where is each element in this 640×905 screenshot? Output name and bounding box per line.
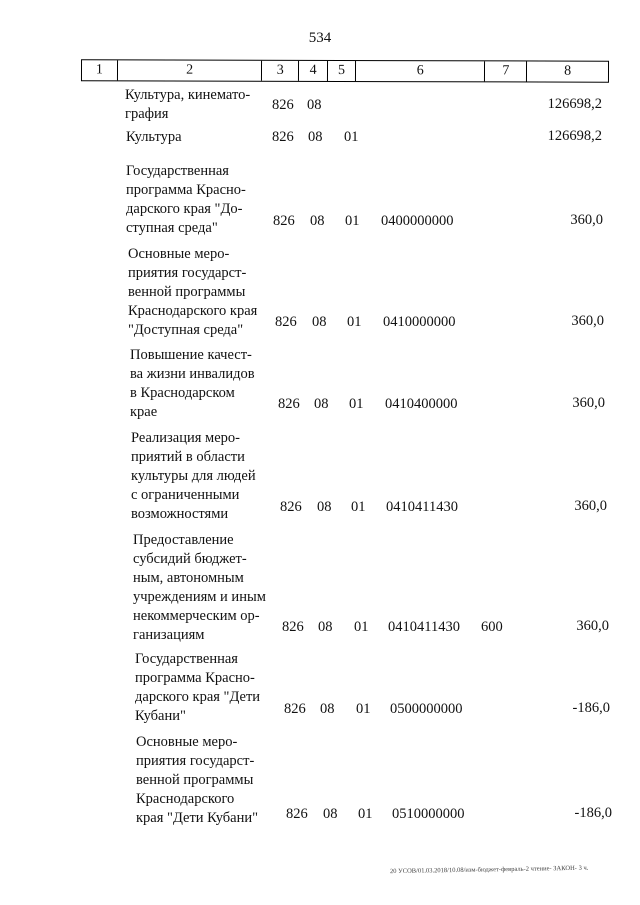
row-pr: 01: [358, 806, 373, 822]
row-sum: 360,0: [576, 618, 609, 634]
header-col-2: 2: [118, 60, 263, 80]
row-rz: 08: [314, 396, 329, 412]
row-rz: 08: [323, 806, 338, 822]
table-row: [0, 128, 640, 150]
table-row: [0, 162, 640, 242]
header-col-6: 6: [356, 61, 486, 81]
table-row: [0, 86, 640, 126]
row-rz: 08: [318, 619, 333, 635]
row-ved: 826: [272, 97, 294, 113]
row-pr: 01: [349, 396, 364, 412]
row-pr: 01: [347, 314, 362, 330]
row-rz: 08: [312, 314, 327, 330]
row-csr: 0410411430: [388, 619, 460, 635]
footer-filepath: 20 УСОВ/01.03.2018/10.08/изм-бюджет-февраль-2 чтение- ЗАКОН- 3 ч.: [389, 864, 589, 876]
row-description: Культура, кинемато- графия: [125, 87, 251, 122]
row-ved: 826: [286, 806, 308, 822]
table-row: [0, 245, 640, 341]
row-description: Основные меро- приятия государст- венной программы Краснодарского края "Дети Кубани": [136, 734, 259, 826]
row-rz: 08: [308, 129, 323, 145]
header-col-7: 7: [485, 61, 527, 81]
row-csr: 0510000000: [392, 806, 465, 822]
row-sum: -186,0: [574, 805, 612, 821]
row-sum: 360,0: [571, 313, 604, 329]
row-description: Повышение качест- ва жизни инвалидов в Краснодарском крае: [130, 347, 255, 420]
row-description: Культура: [126, 129, 182, 145]
table-row: [0, 733, 640, 829]
header-col-3: 3: [262, 61, 299, 81]
row-description: Предоставление субсидий бюджет- ным, автономным учреждениям и иным некоммерческим ор- ганизациям: [133, 532, 266, 643]
row-ved: 826: [284, 701, 306, 717]
row-sum: 360,0: [574, 498, 607, 514]
row-sum: 360,0: [570, 212, 603, 228]
row-pr: 01: [351, 499, 366, 515]
row-pr: 01: [344, 129, 359, 145]
row-sum: -186,0: [572, 700, 610, 716]
table-row: [0, 531, 640, 641]
table-header: [81, 59, 609, 82]
row-ved: 826: [282, 619, 304, 635]
row-sum: 360,0: [572, 395, 605, 411]
row-rz: 08: [310, 213, 325, 229]
table-row: [0, 650, 640, 726]
row-ved: 826: [273, 213, 295, 229]
row-description: Государственная программа Красно- дарского края "До- ступная среда": [126, 163, 246, 236]
header-col-4: 4: [299, 61, 328, 81]
row-vr: 600: [481, 619, 503, 635]
page-number: 534: [308, 30, 332, 46]
row-csr: 0410411430: [386, 499, 458, 515]
row-description: Реализация меро- приятий в области культуры для людей с ограниченными возможностями: [131, 430, 256, 522]
row-csr: 0500000000: [390, 701, 463, 717]
row-ved: 826: [275, 314, 297, 330]
row-csr: 0410400000: [385, 396, 458, 412]
row-csr: 0410000000: [383, 314, 456, 330]
row-csr: 0400000000: [381, 213, 454, 229]
row-sum: 126698,2: [547, 128, 602, 144]
row-ved: 826: [272, 129, 294, 145]
header-col-1: 1: [82, 60, 118, 80]
row-rz: 08: [317, 499, 332, 515]
row-pr: 01: [356, 701, 371, 717]
row-rz: 08: [307, 97, 322, 113]
row-pr: 01: [354, 619, 369, 635]
row-ved: 826: [280, 499, 302, 515]
header-col-8: 8: [564, 63, 572, 79]
row-pr: 01: [345, 213, 360, 229]
row-description: Основные меро- приятия государст- венной программы Краснодарского края "Доступная среда": [128, 246, 258, 338]
row-rz: 08: [320, 701, 335, 717]
row-sum: 126698,2: [547, 96, 602, 112]
row-ved: 826: [278, 396, 300, 412]
table-row: [0, 429, 640, 525]
header-col-5: 5: [328, 61, 356, 81]
row-description: Государственная программа Красно- дарского края "Дети Кубани": [135, 651, 261, 724]
table-row: [0, 346, 640, 422]
